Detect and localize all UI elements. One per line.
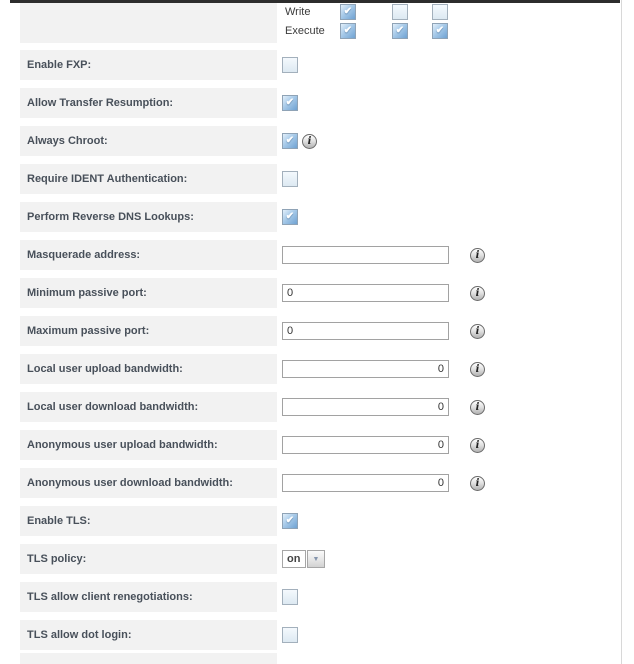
chevron-down-icon[interactable]: ▼ <box>307 550 325 568</box>
field-label: Local user download bandwidth: <box>27 401 199 413</box>
field-label: Require IDENT Authentication: <box>27 173 188 185</box>
anonymous-user-upload-bandwidth-input[interactable] <box>282 436 449 454</box>
field-label-cell <box>20 88 277 118</box>
tls-policy-select-value[interactable]: on <box>282 550 306 568</box>
field-control <box>282 202 298 232</box>
row-tls-allow-dot-login <box>20 620 621 650</box>
field-label-cell <box>20 202 277 232</box>
info-icon[interactable]: i <box>470 286 485 301</box>
field-control <box>282 392 485 422</box>
field-label-cell <box>20 620 277 650</box>
permission-row-execute <box>0 22 634 41</box>
info-icon[interactable]: i <box>470 362 485 377</box>
field-control <box>282 88 298 118</box>
info-icon[interactable]: i <box>470 438 485 453</box>
field-label-cell <box>20 354 277 384</box>
field-control <box>282 582 298 612</box>
field-label: TLS allow dot login: <box>27 629 132 641</box>
permission-row-write <box>0 3 634 22</box>
row-local-user-download-bandwidth <box>20 392 621 422</box>
permission-row-label: Write <box>285 6 311 18</box>
write-checkbox-2[interactable] <box>392 4 408 20</box>
row-tls-policy <box>20 544 621 574</box>
field-control <box>282 164 298 194</box>
anonymous-user-download-bandwidth-input[interactable] <box>282 474 449 492</box>
field-control <box>282 126 317 156</box>
info-icon[interactable]: i <box>470 248 485 263</box>
execute-checkbox-2[interactable]: ✔ <box>392 23 408 39</box>
allow-transfer-resumption-checkbox[interactable]: ✔ <box>282 95 298 111</box>
field-label-cell <box>20 316 277 346</box>
field-label: Perform Reverse DNS Lookups: <box>27 211 194 223</box>
field-control <box>282 506 298 536</box>
field-label-cell <box>20 544 277 574</box>
perform-reverse-dns-lookups-checkbox[interactable]: ✔ <box>282 209 298 225</box>
write-checkbox-3[interactable] <box>432 4 448 20</box>
field-label: Anonymous user upload bandwidth: <box>27 439 218 451</box>
row-require-ident-authentication <box>20 164 621 194</box>
field-control <box>282 430 485 460</box>
field-label: Anonymous user download bandwidth: <box>27 477 233 489</box>
field-label: TLS allow client renegotiations: <box>27 591 193 603</box>
info-icon[interactable]: i <box>470 476 485 491</box>
field-control <box>282 316 485 346</box>
field-label: Always Chroot: <box>27 135 108 147</box>
field-label: Enable TLS: <box>27 515 91 527</box>
row-allow-transfer-resumption <box>20 88 621 118</box>
content-right-border <box>621 0 622 664</box>
field-label-cell <box>20 468 277 498</box>
row-anonymous-user-upload-bandwidth <box>20 430 621 460</box>
enable-tls-checkbox[interactable]: ✔ <box>282 513 298 529</box>
field-label: TLS policy: <box>27 553 87 565</box>
field-control <box>282 50 298 80</box>
row-local-user-upload-bandwidth <box>20 354 621 384</box>
field-label-cell <box>20 50 277 80</box>
field-label: Allow Transfer Resumption: <box>27 97 174 109</box>
require-ident-authentication-checkbox[interactable] <box>282 171 298 187</box>
field-label: Enable FXP: <box>27 59 92 71</box>
field-label: Masquerade address: <box>27 249 141 261</box>
row-tls-allow-client-renegotiations <box>20 582 621 612</box>
field-label: Maximum passive port: <box>27 325 150 337</box>
permission-row-label: Execute <box>285 25 325 37</box>
row-masquerade-address <box>20 240 621 270</box>
row-perform-reverse-dns-lookups <box>20 202 621 232</box>
field-control <box>282 278 485 308</box>
write-checkbox-1[interactable]: ✔ <box>340 4 356 20</box>
info-icon[interactable]: i <box>470 324 485 339</box>
field-control <box>282 354 485 384</box>
field-label-cell <box>20 392 277 422</box>
field-label: Local user upload bandwidth: <box>27 363 183 375</box>
tls-policy-select[interactable] <box>282 550 325 568</box>
info-icon[interactable]: i <box>470 400 485 415</box>
execute-checkbox-3[interactable]: ✔ <box>432 23 448 39</box>
maximum-passive-port-input[interactable] <box>282 322 449 340</box>
field-control <box>282 240 485 270</box>
field-label-cell <box>20 582 277 612</box>
always-chroot-checkbox[interactable]: ✔ <box>282 133 298 149</box>
execute-checkbox-1[interactable]: ✔ <box>340 23 356 39</box>
enable-fxp-checkbox[interactable] <box>282 57 298 73</box>
row-always-chroot <box>20 126 621 156</box>
local-user-download-bandwidth-input[interactable] <box>282 398 449 416</box>
row-anonymous-user-download-bandwidth <box>20 468 621 498</box>
field-control <box>282 468 485 498</box>
info-icon[interactable]: i <box>302 134 317 149</box>
tls-allow-dot-login-checkbox[interactable] <box>282 627 298 643</box>
field-label: Minimum passive port: <box>27 287 147 299</box>
row-enable-tls <box>20 506 621 536</box>
row-minimum-passive-port <box>20 278 621 308</box>
field-label-cell <box>20 430 277 460</box>
masquerade-address-input[interactable] <box>282 246 449 264</box>
field-control <box>282 620 298 650</box>
tls-allow-client-renegotiations-checkbox[interactable] <box>282 589 298 605</box>
field-label-cell <box>20 506 277 536</box>
row-enable-fxp <box>20 50 621 80</box>
minimum-passive-port-input[interactable] <box>282 284 449 302</box>
field-control <box>282 544 325 574</box>
field-label-cell <box>20 240 277 270</box>
local-user-upload-bandwidth-input[interactable] <box>282 360 449 378</box>
field-label-cell <box>20 164 277 194</box>
field-label-cell <box>20 126 277 156</box>
field-label-cell <box>20 278 277 308</box>
row-maximum-passive-port <box>20 316 621 346</box>
partial-next-row-label-cell <box>20 653 277 664</box>
